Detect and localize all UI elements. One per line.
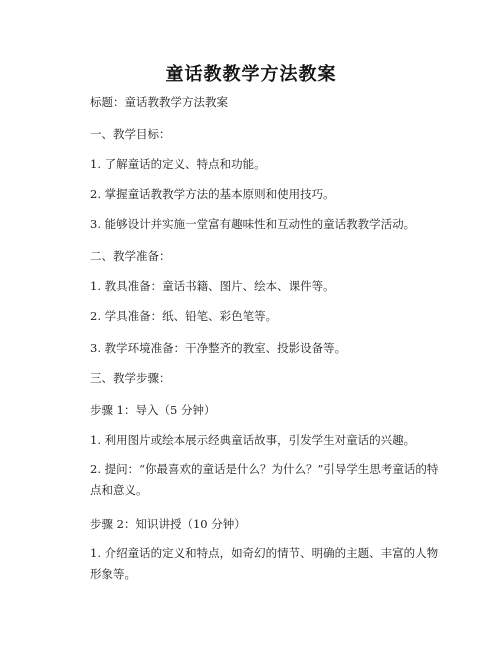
section-heading: 一、教学目标： bbox=[90, 127, 171, 141]
list-item: 2. 学具准备：纸、铅笔、彩色笔等。 bbox=[90, 309, 278, 323]
document-title: 童话教教学方法教案 bbox=[165, 64, 337, 85]
section-heading: 三、教学步骤： bbox=[90, 371, 171, 385]
list-item: 3. 教学环境准备：干净整齐的教室、投影设备等。 bbox=[90, 341, 347, 355]
list-item: 1. 介绍童话的定义和特点，如奇幻的情节、明确的主题、丰富的人物形象等。 bbox=[90, 546, 439, 581]
list-item: 1. 了解童话的定义、特点和功能。 bbox=[90, 157, 266, 171]
list-item: 2. 掌握童话教教学方法的基本原则和使用技巧。 bbox=[90, 187, 335, 201]
list-item: 2. 提问：“你最喜欢的童话是什么？为什么？”引导学生思考童话的特点和意义。 bbox=[90, 462, 439, 497]
heading-line: 标题：童话教教学方法教案 bbox=[90, 95, 228, 109]
list-item: 1. 教具准备：童话书籍、图片、绘本、课件等。 bbox=[90, 279, 335, 293]
section-heading: 二、教学准备： bbox=[90, 249, 171, 263]
step-heading: 步骤 1：导入（5 分钟） bbox=[90, 403, 216, 417]
step-heading: 步骤 2：知识讲授（10 分钟） bbox=[90, 517, 246, 531]
list-item: 3. 能够设计并实施一堂富有趣味性和互动性的童话教教学活动。 bbox=[90, 217, 416, 231]
list-item: 1. 利用图片或绘本展示经典童话故事，引发学生对童话的兴趣。 bbox=[90, 433, 416, 447]
